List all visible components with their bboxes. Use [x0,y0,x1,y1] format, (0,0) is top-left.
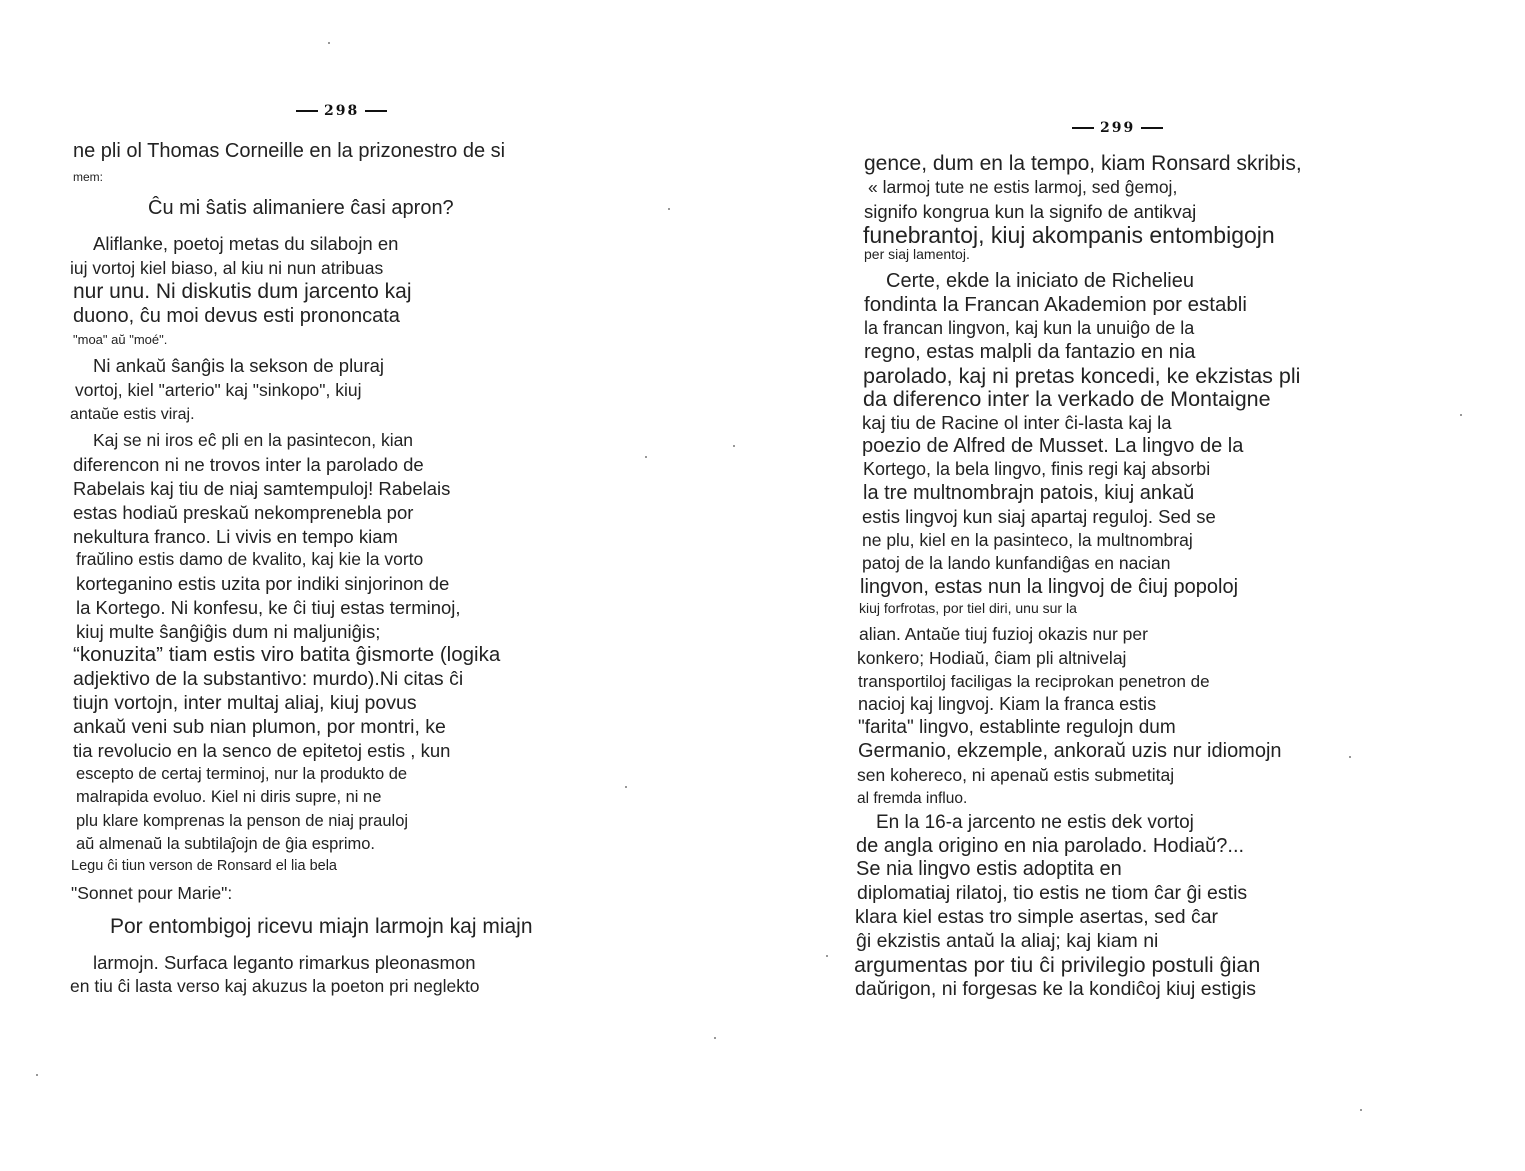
verse-line: Por entombigoj ricevu miajn larmojn kaj miajn [110,915,533,938]
text-line: diplomatiaj rilatoj, tio estis ne tiom ĉar ĝi estis [857,882,1248,904]
text-line: Certe, ekde la iniciato de Richelieu [886,270,1194,292]
text-line: adjektivo de la substantivo: murdo).Ni citas ĉi [73,668,464,690]
dash-decoration [365,110,387,112]
scan-speck [625,786,627,788]
text-line: mem: [73,170,103,184]
text-line: konkero; Hodiaŭ, ĉiam pli altnivelaj [857,648,1127,668]
text-line: daŭrigon, ni forgesas ke la kondiĉoj kiuj estigis [855,978,1257,1000]
text-line: nur unu. Ni diskutis dum jarcento kaj [73,280,412,303]
text-line: la Kortego. Ni konfesu, ke ĉi tiuj estas terminoj, [76,597,461,618]
dash-decoration [1072,127,1094,129]
page-number [290,103,393,119]
page-number-text: 299 [1100,120,1136,136]
text-line: patoj de la lando kunfandiĝas en nacian [862,553,1171,573]
text-line: En la 16-a jarcento ne estis dek vortoj [876,812,1194,833]
text-line: funebrantoj, kiuj akompanis entombigojn [863,222,1275,248]
verse-line: Ĉu mi ŝatis alimaniere ĉasi apron? [148,197,454,219]
scan-speck [714,1037,716,1039]
text-line: alian. Antaŭe tiuj fuzioj okazis nur per [859,624,1148,644]
scan-speck [645,456,647,458]
text-line: da diferenco inter la verkado de Montaigne [863,387,1271,411]
text-line: poezio de Alfred de Musset. La lingvo de la [862,435,1244,457]
text-line: nacioj kaj lingvoj. Kiam la franca estis [858,694,1157,714]
text-line: larmojn. Surfaca leganto rimarkus pleonasmon [93,952,476,973]
text-line: signifo kongrua kun la signifo de antikvaj [864,201,1197,222]
text-line: Aliflanke, poetoj metas du silabojn en [93,233,399,254]
text-line: argumentas por tiu ĉi privilegio postuli ĝian [854,953,1261,977]
scan-speck [1349,756,1351,758]
scan-speck [1460,414,1462,416]
text-line: plu klare komprenas la penson de niaj praulоj [76,812,409,830]
text-line: Kortego, la bela lingvo, finis regi kaj absorbi [863,459,1211,479]
scan-speck [733,445,735,447]
dash-decoration [296,110,318,112]
text-line: Rabelais kaj tiu de niaj samtempuloj! Rabelais [73,478,451,499]
scan-speck [826,955,828,957]
text-line: escepto de certaj terminoj, nur la produkto de [76,765,408,783]
text-line: ĝi ekzistis antaŭ la aliaj; kaj kiam ni [856,930,1159,952]
scan-speck [668,208,670,210]
text-line: sen kohereco, ni apenaŭ estis submetitaj [857,765,1175,785]
page-number [1066,120,1169,136]
text-line: « larmoj tute ne estis larmoj, sed ĝemoj, [868,177,1178,197]
dash-decoration [1141,127,1163,129]
text-line: duono, ĉu moi devus esti prononcata [73,305,400,327]
text-line: lingvon, estas nun la lingvoj de ĉiuj popoloj [860,576,1239,598]
text-line: ankaŭ veni sub nian plumon, por montri, ke [73,716,446,738]
text-line: klara kiel estas tro simple asertas, sed ĉar [855,906,1219,928]
text-line: "moa" aŭ "moé". [73,332,168,347]
text-line: gence, dum en la tempo, kiam Ronsard skribis, [864,152,1302,175]
text-line: de angla origino en nia parolado. Hodiaŭ?... [856,835,1245,857]
text-line: antaŭe estis viraj. [70,406,195,423]
text-line: nekultura franco. Li vivis en tempo kiam [73,526,398,547]
text-line: tiujn vortojn, inter multaj aliaj, kiuj povus [73,692,417,714]
text-line: fondinta la Francan Akademion por establi [864,293,1247,316]
scan-speck [36,1074,38,1076]
text-line: "farita" lingvo, establinte regulojn dum [858,717,1176,738]
text-line: ne pli ol Thomas Corneille en la prizonestro de si [73,140,506,162]
scan-speck [328,42,330,44]
page-number-text: 298 [324,103,360,119]
text-line: la francan lingvon, kaj kun la unuiĝo de la [864,318,1195,338]
text-line: korteganino estis uzita por indiki sinjorinon de [76,573,450,594]
text-line: Legu ĉi tiun verson de Ronsard el lia bela [71,858,337,874]
text-line: kiuj multe ŝanĝiĝis dum ni maljuniĝis; [76,621,381,642]
left-page [0,0,760,1171]
text-line: "Sonnet pour Marie": [71,883,233,903]
text-line: parolado, kaj ni pretas koncedi, ke ekzistas pli [863,364,1301,388]
text-line: vortoj, kiel "arterio" kaj "sinkopo", kiuj [75,380,362,400]
text-line: regno, estas malpli da fantazio en nia [864,341,1196,363]
scan-speck [1360,1109,1362,1111]
text-line: aŭ almenaŭ la subtilaĵojn de ĝia esprimo. [76,835,376,853]
text-line: malrapida evoluo. Kiel ni diris supre, ni ne [76,788,382,806]
text-line: ne plu, kiel en la pasinteco, la multnombraj [862,530,1193,550]
text-line: en tiu ĉi lasta verso kaj akuzus la poeton pri neglekto [70,976,480,996]
text-line: Kaj se ni iros eĉ pli en la pasintecon, kian [93,430,414,450]
text-line: Ni ankaŭ ŝanĝis la sekson de pluraj [93,355,385,376]
right-page [760,0,1525,1171]
text-line: estas hodiaŭ preskaŭ nekomprenebla por [73,502,414,523]
text-line: per siaj lamentoj. [864,246,970,262]
text-line: Germanio, ekzemple, ankoraŭ uzis nur idiomojn [858,740,1282,762]
text-line: iuj vortoj kiel biaso, al kiu ni nun atribuas [70,258,384,278]
text-line: kaj tiu de Racine ol inter ĉi-lasta kaj la [862,412,1172,433]
text-line: kiuj forfrotas, por tiel diri, unu sur la [859,600,1077,616]
text-line: tia revolucio en la senco de epitetoj estis , kun [73,740,451,761]
text-line: diferencon ni ne trovos inter la parolado de [73,454,424,475]
text-line: estis lingvoj kun siaj apartaj reguloj. Sed se [862,506,1216,527]
text-line: al fremda influo. [857,790,968,807]
text-line: “konuzita” tiam estis viro batita ĝismorte (logika [73,643,501,666]
text-line: la tre multnombrajn patois, kiuj ankaŭ [863,482,1195,504]
text-line: transportiloj faciligas la reciprokan penetron de [858,672,1210,691]
text-line: Se nia lingvo estis adoptita en [856,858,1122,880]
text-line: fraŭlino estis damo de kvalito, kaj kie la vorto [76,549,424,569]
